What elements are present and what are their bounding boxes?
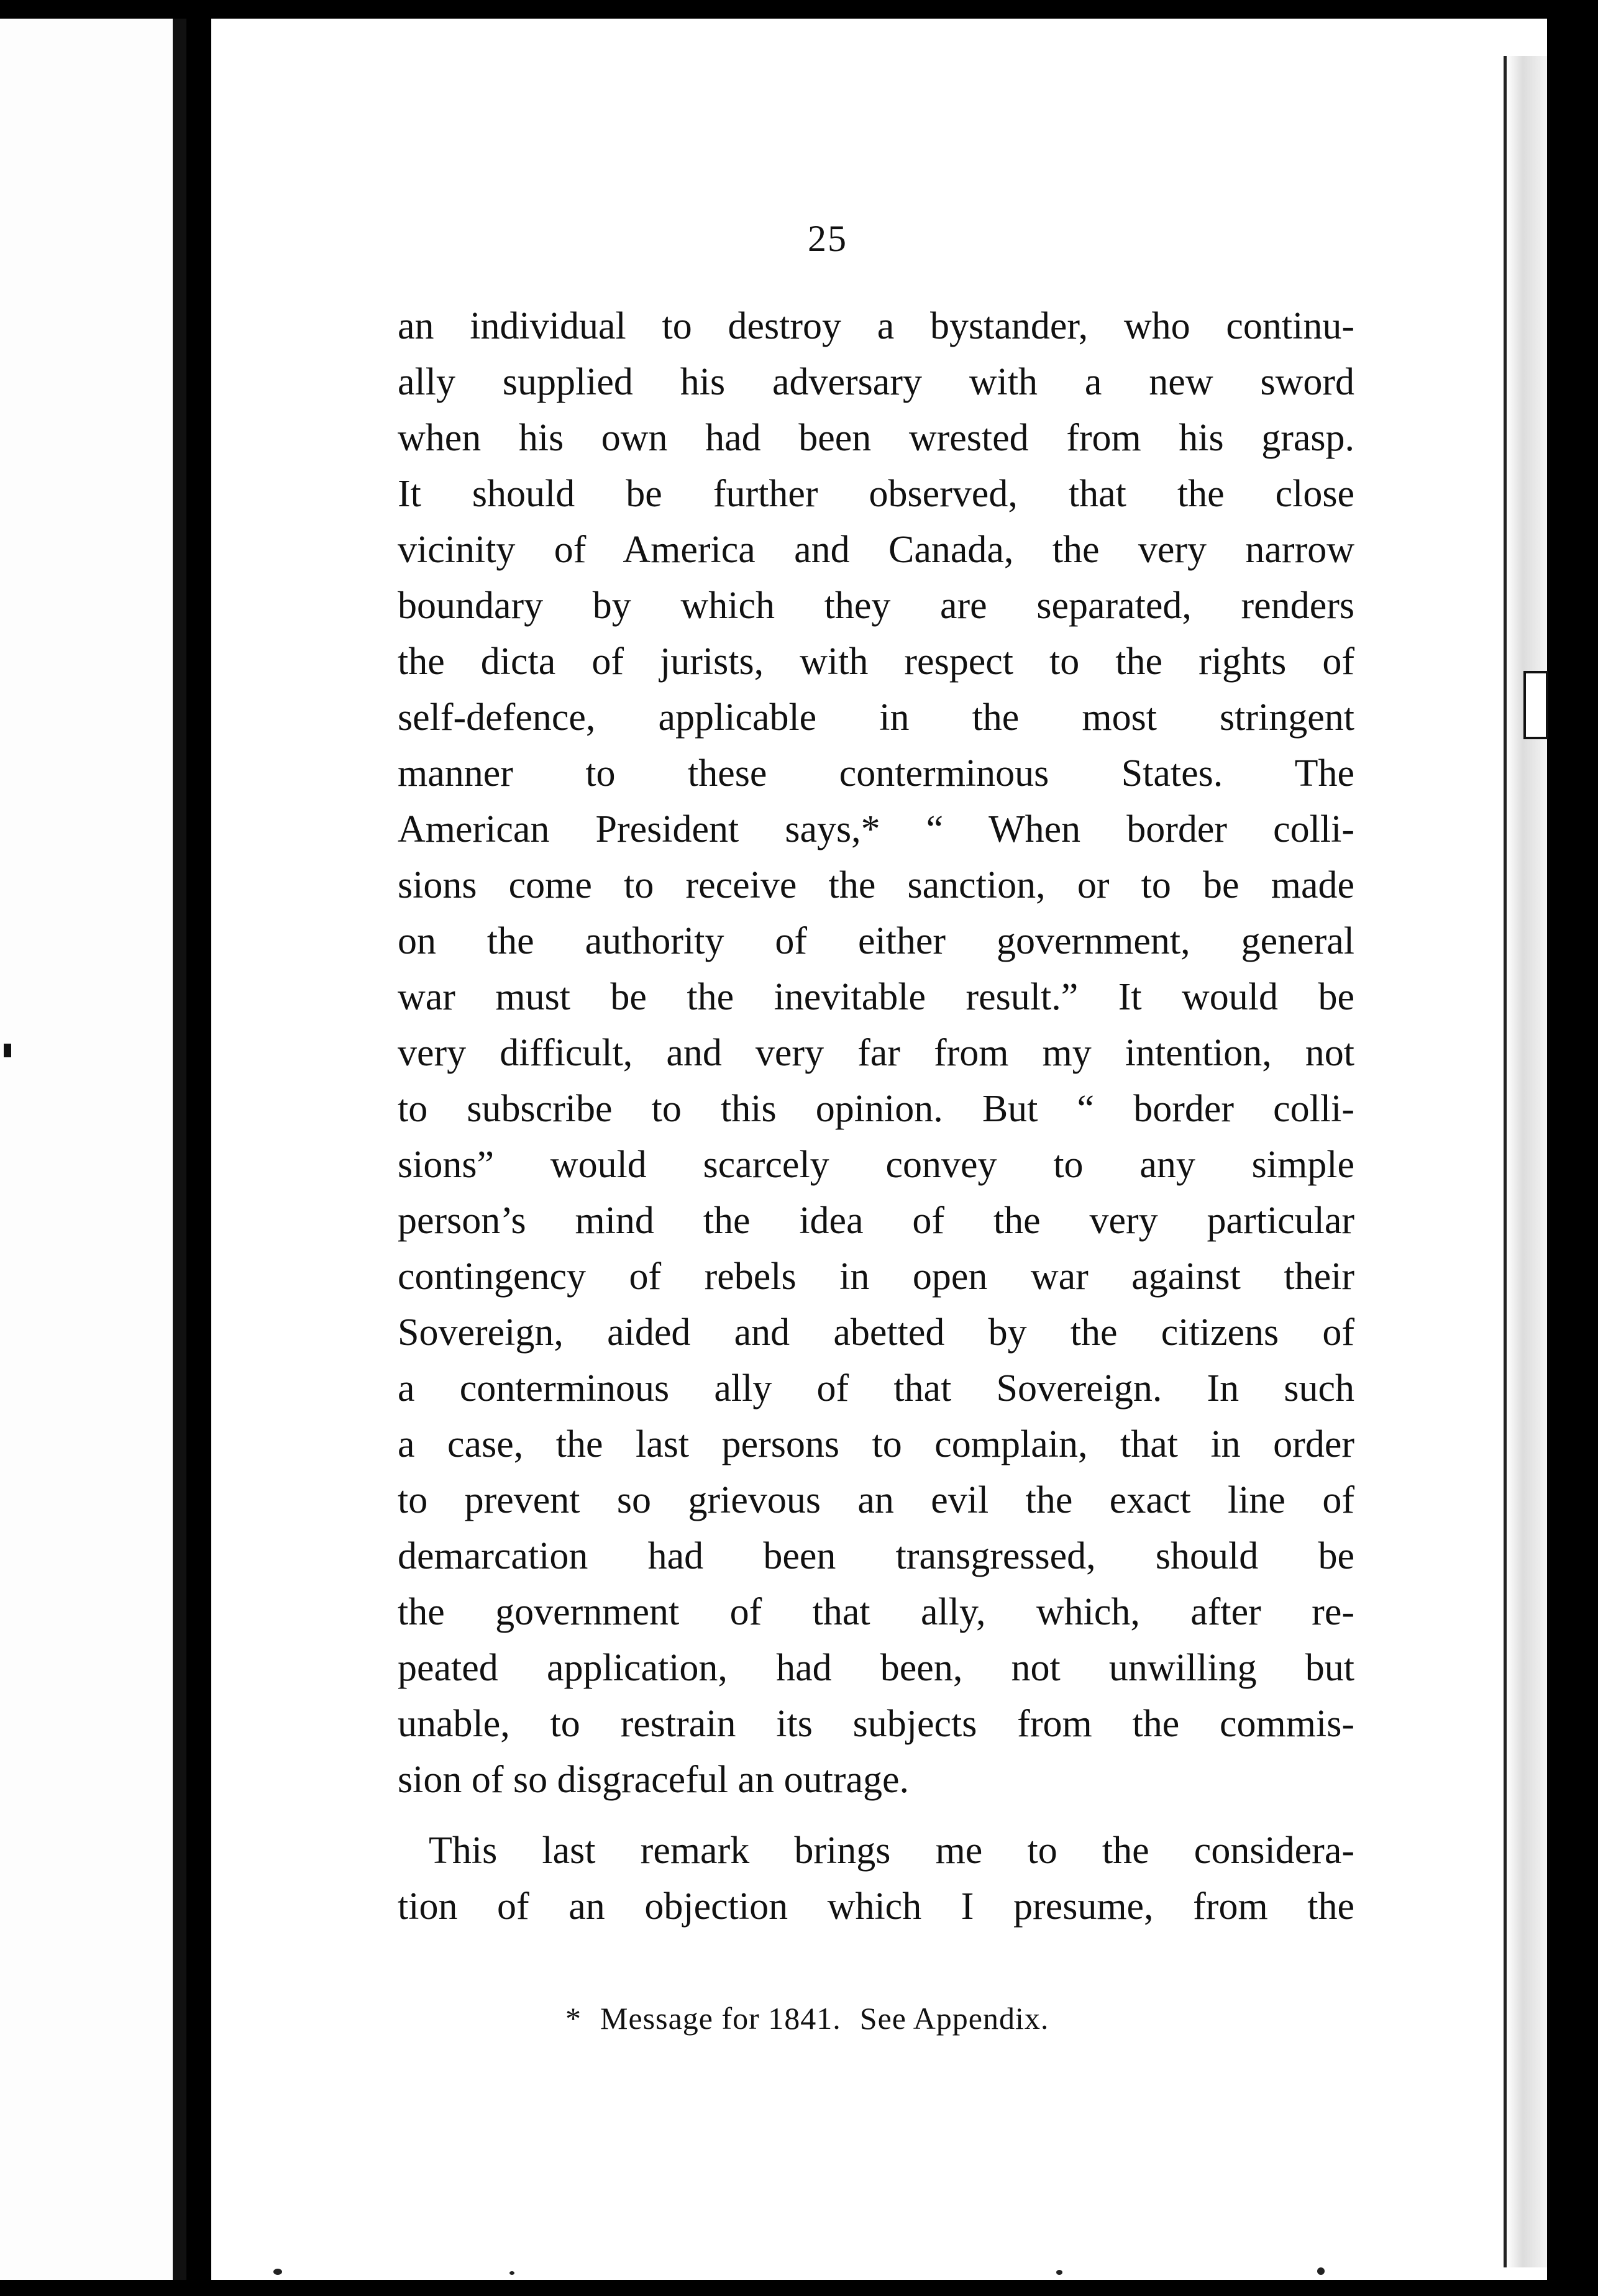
- text-line: an individual to destroy a bystander, who continu-: [398, 305, 1354, 347]
- text-line: ally supplied his adversary with a new sword: [398, 361, 1354, 403]
- scan-specks: [249, 2266, 1367, 2279]
- text-line: vicinity of America and Canada, the very narrow: [398, 529, 1354, 571]
- text-line: to subscribe to this opinion. But “ border colli-: [398, 1088, 1354, 1130]
- text-line: war must be the inevitable result.” It would be: [398, 976, 1354, 1018]
- text-line: This last remark brings me to the considera-: [429, 1829, 1354, 1872]
- gutter-mark: [4, 1044, 11, 1057]
- body-text: [398, 298, 1354, 1934]
- text-line: self-defence, applicable in the most stringent: [398, 696, 1354, 739]
- text-line: boundary by which they are separated, renders: [398, 585, 1354, 627]
- text-line: to prevent so grievous an evil the exact line of: [398, 1479, 1354, 1521]
- text-line: contingency of rebels in open war against their: [398, 1255, 1354, 1298]
- footnote-marker: *: [565, 2001, 582, 2036]
- text-line: person’s mind the idea of the very particular: [398, 1200, 1354, 1242]
- footnote-ref: See Appendix.: [859, 2001, 1049, 2036]
- footnote: [565, 2000, 1162, 2036]
- text-line: Sovereign, aided and abetted by the citizens of: [398, 1311, 1354, 1354]
- text-line: the dicta of jurists, with respect to the rights of: [398, 640, 1354, 683]
- page-tab-mark: [1523, 671, 1548, 739]
- text-line: a case, the last persons to complain, that in order: [398, 1423, 1354, 1465]
- text-line: sions” would scarcely convey to any simple: [398, 1144, 1354, 1186]
- text-line: a conterminous ally of that Sovereign. In such: [398, 1367, 1354, 1410]
- text-line: tion of an objection which I presume, from the: [398, 1885, 1354, 1928]
- text-line: unable, to restrain its subjects from the commis-: [398, 1703, 1354, 1745]
- text-line: peated application, had been, not unwilling but: [398, 1647, 1354, 1689]
- scan-right-border: [1547, 0, 1598, 2296]
- text-line: sion of so disgraceful an outrage.: [398, 1759, 909, 1801]
- scan-bottom-border: [0, 2280, 1598, 2296]
- text-line: American President says,* “ When border colli-: [398, 808, 1354, 850]
- text-line: the government of that ally, which, after re-: [398, 1591, 1354, 1633]
- previous-page-edge: [0, 19, 186, 2280]
- page-fore-edge: [1504, 56, 1547, 2267]
- text-line: when his own had been wrested from his grasp.: [398, 417, 1354, 459]
- text-line: demarcation had been transgressed, should be: [398, 1535, 1354, 1577]
- text-line: very difficult, and very far from my intention, not: [398, 1032, 1354, 1074]
- speck: [273, 2269, 282, 2275]
- text-line: on the authority of either government, general: [398, 920, 1354, 962]
- speck: [509, 2271, 514, 2275]
- speck: [1056, 2270, 1062, 2275]
- speck: [1317, 2267, 1325, 2275]
- page-number: 25: [808, 218, 847, 259]
- footnote-text: Message for 1841.: [600, 2001, 841, 2036]
- text-line: sions come to receive the sanction, or to be made: [398, 864, 1354, 906]
- text-line: It should be further observed, that the close: [398, 473, 1354, 515]
- scan-top-border: [0, 0, 1598, 19]
- text-line: manner to these conterminous States. The: [398, 752, 1354, 795]
